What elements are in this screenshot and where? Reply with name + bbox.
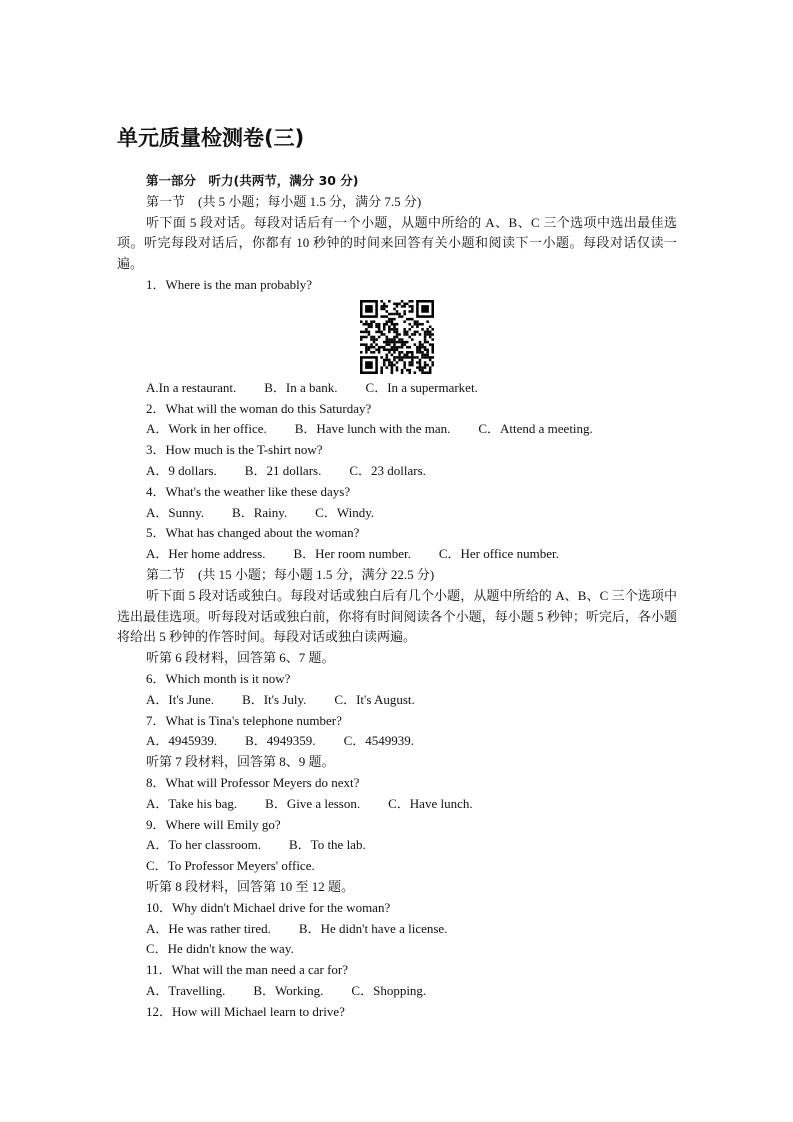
option-b[interactable]: B．4949359.	[245, 733, 316, 749]
exam-content	[117, 171, 677, 1022]
option-c[interactable]: C．Attend a meeting.	[478, 421, 593, 437]
question-2-options	[117, 419, 677, 440]
question-3: 3．How much is the T-shirt now?	[146, 442, 323, 458]
question-10-options-ab	[117, 919, 677, 940]
option-b[interactable]: B．21 dollars.	[244, 462, 322, 478]
option-a[interactable]: A．It's June.	[146, 691, 215, 707]
material-6-note: 听第 6 段材料，回答第 6、7 题。	[146, 650, 335, 666]
option-c[interactable]: C．Her office number.	[438, 546, 559, 562]
question-1-options	[117, 378, 677, 399]
option-b[interactable]: B．Her room number.	[293, 546, 411, 562]
question-11-options	[117, 981, 677, 1002]
section2-heading: 第二节 (共 15 小题；每小题 1.5 分，满分 22.5 分)	[146, 566, 435, 582]
question-5: 5．What has changed about the woman?	[146, 525, 360, 541]
material-7-note: 听第 7 段材料，回答第 8、9 题。	[146, 754, 335, 770]
option-c[interactable]: C．Shopping.	[351, 982, 427, 998]
question-6-options	[117, 690, 677, 711]
question-1: 1．Where is the man probably?	[146, 276, 313, 292]
option-a[interactable]: A．Take his bag.	[146, 795, 238, 811]
question-4-options	[117, 503, 677, 524]
option-b[interactable]: B．Working.	[253, 982, 324, 998]
option-a[interactable]: A．9 dollars.	[146, 462, 217, 478]
qr-code-container	[117, 296, 677, 378]
question-11: 11．What will the man need a car for?	[146, 962, 349, 978]
option-a[interactable]: A．Her home address.	[146, 546, 266, 562]
option-c[interactable]: C．It's August.	[334, 691, 415, 707]
option-c[interactable]: C．In a supermarket.	[365, 379, 478, 395]
option-b[interactable]: B．It's July.	[242, 691, 307, 707]
option-b[interactable]: B．He didn't have a license.	[298, 920, 448, 936]
option-b[interactable]: B．Give a lesson.	[265, 795, 361, 811]
option-c[interactable]: C．4549939.	[343, 733, 414, 749]
section1-instructions: 听下面 5 段对话。每段对话后有一个小题，从题中所给的 A、B、C 三个选项中选出最佳选项。听完每段对话后，你都有 10 秒钟的时间来回答有关小题和阅读下一小题。每段对话仅读一遍。	[117, 214, 677, 272]
section2-instructions: 听下面 5 段对话或独白。每段对话或独白后有几个小题，从题中所给的 A、B、C 三个选项中选出最佳选项。听每段对话或独白前，你将有时间阅读各个小题，每小题 5 秒钟；听完后，各小题将给出 5 秒钟的作答时间。每段对话或独白读两遍。	[117, 587, 677, 645]
question-7-options	[117, 731, 677, 752]
option-a[interactable]: A．Work in her office.	[146, 421, 267, 437]
page-title: 单元质量检测卷(三)	[117, 126, 305, 150]
option-b[interactable]: B．In a bank.	[264, 379, 338, 395]
question-4: 4．What's the weather like these days?	[146, 483, 351, 499]
option-b[interactable]: B．To the lab.	[288, 837, 366, 853]
option-a[interactable]: A．To her classroom.	[146, 837, 261, 853]
option-c[interactable]: C．Windy.	[315, 504, 375, 520]
option-a[interactable]: A．He was rather tired.	[146, 920, 271, 936]
question-5-options	[117, 544, 677, 565]
question-8: 8．What will Professor Meyers do next?	[146, 774, 360, 790]
question-10: 10．Why didn't Michael drive for the woman?	[146, 899, 391, 915]
option-b[interactable]: B．Rainy.	[232, 504, 288, 520]
option-a[interactable]: A．Sunny.	[146, 504, 205, 520]
question-8-options	[117, 794, 677, 815]
option-a[interactable]: A.In a restaurant.	[146, 379, 237, 395]
material-8-note: 听第 8 段材料，回答第 10 至 12 题。	[146, 878, 355, 894]
question-3-options	[117, 461, 677, 482]
option-a[interactable]: A．Travelling.	[146, 982, 226, 998]
option-c[interactable]: C．To Professor Meyers' office.	[146, 858, 315, 874]
part1-heading: 第一部分 听力(共两节，满分 30 分)	[146, 173, 359, 188]
option-a[interactable]: A．4945939.	[146, 733, 218, 749]
question-9-options-ab	[117, 835, 677, 856]
option-c[interactable]: C．He didn't know the way.	[146, 941, 294, 957]
option-c[interactable]: C．23 dollars.	[349, 462, 426, 478]
question-6: 6．Which month is it now?	[146, 670, 291, 686]
option-c[interactable]: C．Have lunch.	[388, 795, 473, 811]
question-7: 7．What is Tina's telephone number?	[146, 712, 342, 728]
qr-code-icon	[360, 300, 434, 374]
option-b[interactable]: B．Have lunch with the man.	[294, 421, 451, 437]
question-2: 2．What will the woman do this Saturday?	[146, 400, 372, 416]
section1-heading: 第一节 (共 5 小题；每小题 1.5 分，满分 7.5 分)	[146, 193, 422, 209]
question-12: 12．How will Michael learn to drive?	[146, 1003, 345, 1019]
question-9: 9．Where will Emily go?	[146, 816, 281, 832]
